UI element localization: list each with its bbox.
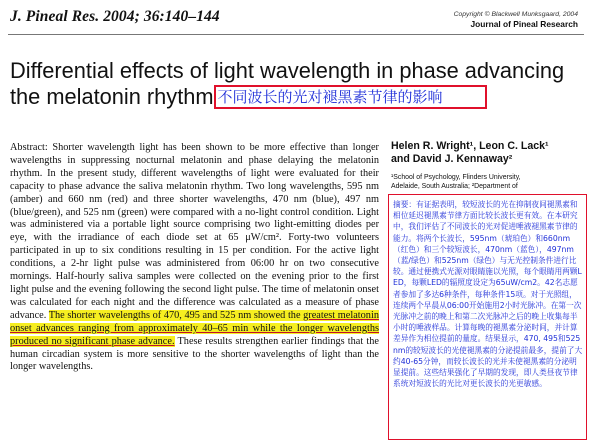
affiliation-line-1: ¹School of Psychology, Flinders University, [391, 174, 521, 181]
header-divider [8, 34, 584, 35]
copyright-notice: Copyright © Blackwell Munksgaard, 2004 [453, 11, 578, 18]
journal-name: Journal of Pineal Research [470, 19, 578, 29]
chinese-title-annotation: 不同波长的光对褪黑素节律的影响 [214, 85, 487, 109]
abstract-part-1: Abstract: Shorter wavelength light has been shown to be more effective than longer wavelengths in suppressing nocturnal melatonin and phase delaying the melatonin rhythm. In the present study, different wavelengths of light were evaluated for their capacity to phase advance the saliva melatonin rhythm. Two long wavelengths, 595 nm (amber) and 660 nm (red) and three shorter wavelengths, 470 nm (blue), 497 nm (blue/green), and 525 nm (green) were compared with a no-light control condition. Light was administered via a portable light source comprising two light-emitting diodes per eye, with the irradiance of each diode set at 65 μW/cm². Forty-two volunteers participated in up to six conditions resulting in 15 per condition. For the active light conditions, a 2-hr light pulse was administered from 06:00 hr on two consecutive mornings. Half-hourly saliva samples were collected on the evening prior to the first light pulse and the evening following the second light pulse. The time of melatonin onset was calculated for each night and the difference was calculated as a measure of phase advance. [10, 142, 379, 321]
chinese-summary-box: 摘要：有证据表明，较短波长的光在抑制夜间褪黑素和相位延迟褪黑素节律方面比较长波长更有效。在本研究中，我们评估了不同波长的光对促进唾液褪黑素节律的能力。将两个长波长，595nm（琥珀色）和660nm（红色）和三个较短波长，470nm（蓝色），497nm（蓝/绿色）和525nm（绿色）与无光控制条件进行比较。通过便携式光源对眼睛施以光照，每个眼睛用两颗LED，每颗LED的辐照度设定为65uW/cm2。42名志愿者参加了多达6种条件，每种条件15项。对于光照组，连续两个早晨从06:00开始施用2小时光脉冲。在第一次光脉冲之前的晚上和第二次光脉冲之后的晚上收集每半小时的唾液样品。计算每晚的褪黑素分泌时间，并计算差异作为相位提前的量度。结果显示，470, 495和525nm的较短波长的光使褪黑素的分泌提前最多，提前了大约40-65分钟，而较长波长的光并未使褪黑素的分泌明显提前。这些结果强化了早期的发现，即人类昼夜节律系统对短波长的光比对更长波长的光更敏感。 [388, 194, 587, 440]
title-line-1: Differential effects of light wavelength in phase advancing [10, 58, 565, 83]
abstract-highlight-underlined: greatest melatonin onset advances ranging from approximately 40–65 min while the longer wavelengths produced no significant phase advance. [10, 309, 379, 347]
author-line-1: Helen R. Wright¹, Leon C. Lack¹ [391, 140, 549, 152]
paper-title [10, 58, 590, 110]
abstract-highlight: The shorter wavelengths of 470, 495 and 525 nm showed the [48, 309, 304, 321]
affiliation-line-2: Adelaide, South Australia; ²Department of [391, 182, 518, 190]
journal-citation: J. Pineal Res. 2004; 36:140–144 [10, 8, 220, 25]
author-list [391, 140, 549, 166]
title-line-2-wrap [10, 84, 590, 110]
author-line-2: and David J. Kennaway² [391, 153, 513, 165]
title-line-2: the melatonin rhythm [10, 84, 214, 109]
abstract-text [10, 142, 379, 374]
author-affiliation [391, 174, 591, 192]
abstract-part-2: These results strengthen earlier findings that the human circadian system is more sensitive to the shorter wavelengths of light than the longer wavelengths. [10, 335, 379, 373]
